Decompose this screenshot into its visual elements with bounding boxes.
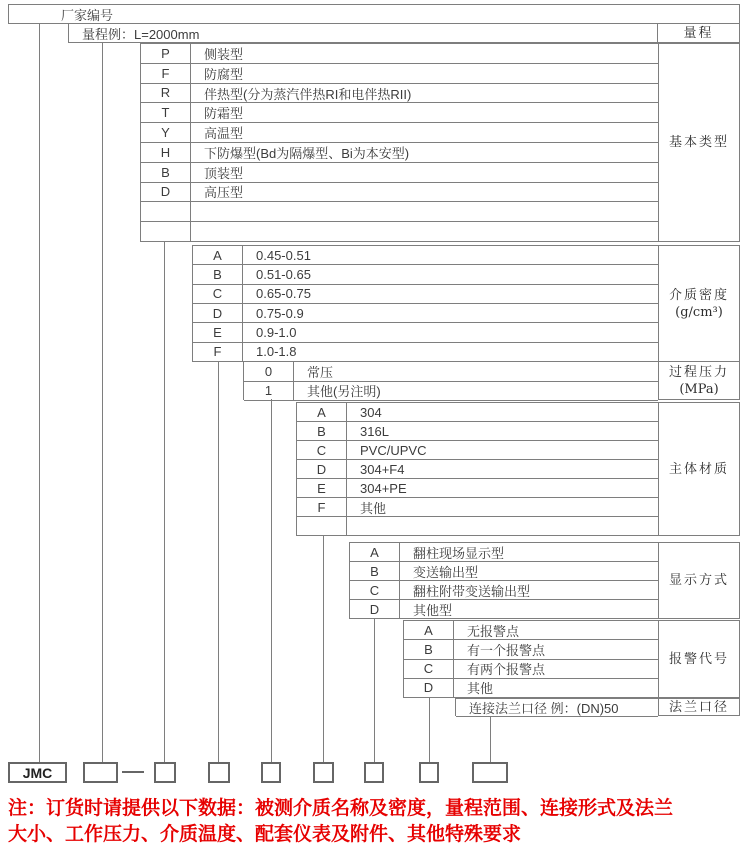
desc-cell: 304 bbox=[360, 404, 382, 420]
table-row bbox=[350, 543, 658, 562]
desc-cell bbox=[347, 517, 658, 535]
code-cell: 1 bbox=[244, 382, 294, 401]
desc-cell: 其他 bbox=[467, 681, 494, 697]
manufacturer-number-row bbox=[8, 4, 740, 24]
desc-cell: 其他(另注明) bbox=[307, 384, 381, 400]
code-cell: A bbox=[297, 403, 347, 421]
model-prefix-box bbox=[8, 762, 67, 783]
code-box bbox=[364, 762, 384, 783]
desc-cell: 304+PE bbox=[360, 480, 407, 496]
table-row bbox=[297, 460, 658, 479]
manufacturer-number-label: 厂家编号 bbox=[61, 7, 114, 23]
desc-cell bbox=[191, 222, 658, 241]
section-label: 过程压力 bbox=[668, 364, 729, 380]
table-row bbox=[350, 581, 658, 600]
table-row bbox=[141, 163, 658, 183]
code-cell bbox=[297, 517, 347, 535]
flange-label-cell bbox=[658, 698, 740, 716]
connector-line bbox=[323, 536, 324, 763]
code-cell: H bbox=[141, 143, 191, 162]
section-label: 显示方式 bbox=[668, 573, 729, 588]
desc-cell: 有一个报警点 bbox=[467, 642, 546, 658]
table-row bbox=[350, 600, 658, 619]
connector-line bbox=[218, 361, 219, 763]
desc-cell: 防霜型 bbox=[204, 106, 244, 122]
code-cell: C bbox=[350, 581, 400, 599]
code-cell: C bbox=[297, 441, 347, 459]
desc-cell: 304+F4 bbox=[360, 461, 405, 477]
table-row bbox=[456, 699, 658, 717]
table-row bbox=[141, 123, 658, 143]
pressure-rows bbox=[243, 361, 658, 400]
desc-cell: 有两个报警点 bbox=[467, 662, 546, 678]
code-cell: P bbox=[141, 44, 191, 63]
section-process-pressure bbox=[243, 361, 740, 400]
display-label-cell bbox=[658, 542, 740, 619]
table-row bbox=[141, 64, 658, 84]
code-cell: E bbox=[297, 479, 347, 497]
code-cell bbox=[141, 222, 191, 241]
code-box bbox=[419, 762, 439, 783]
code-cell: B bbox=[193, 265, 243, 283]
section-label: 基本类型 bbox=[668, 135, 729, 150]
table-row bbox=[141, 143, 658, 163]
table-row bbox=[141, 84, 658, 104]
code-box bbox=[313, 762, 334, 783]
code-cell: D bbox=[297, 460, 347, 478]
table-row bbox=[297, 441, 658, 460]
desc-cell: PVC/UPVC bbox=[360, 442, 427, 458]
section-label: 法兰口径 bbox=[668, 699, 729, 715]
range-row bbox=[68, 24, 740, 43]
table-row bbox=[350, 562, 658, 581]
code-cell: Y bbox=[141, 123, 191, 142]
desc-cell: 0.45-0.51 bbox=[256, 247, 311, 263]
section-body-material bbox=[296, 402, 740, 536]
table-row bbox=[297, 517, 658, 536]
order-note bbox=[8, 796, 748, 845]
table-row bbox=[404, 679, 658, 698]
code-cell: F bbox=[141, 64, 191, 83]
code-box bbox=[261, 762, 281, 783]
table-row bbox=[141, 222, 658, 242]
desc-cell: 翻柱现场显示型 bbox=[413, 545, 505, 561]
table-row bbox=[404, 621, 658, 640]
desc-cell: 侧装型 bbox=[204, 46, 244, 62]
desc-cell: 0.75-0.9 bbox=[256, 305, 304, 321]
table-row bbox=[193, 285, 658, 304]
code-box bbox=[208, 762, 230, 783]
model-prefix: JMC bbox=[22, 764, 53, 781]
section-label: 主体材质 bbox=[668, 461, 729, 477]
order-note-line1: 注：订货时请提供以下数据：被测介质名称及密度，量程范围、连接形式及法兰 bbox=[8, 798, 674, 819]
connector-line bbox=[374, 618, 375, 763]
code-box bbox=[154, 762, 176, 783]
desc-cell: 0.9-1.0 bbox=[256, 324, 297, 340]
range-example-text: 量程例：L=2000mm bbox=[82, 26, 200, 42]
code-cell: F bbox=[297, 498, 347, 516]
table-row bbox=[404, 660, 658, 679]
code-box bbox=[472, 762, 508, 783]
code-cell: A bbox=[404, 621, 454, 639]
code-cell: C bbox=[404, 660, 454, 678]
connector-line bbox=[102, 42, 103, 763]
section-basic-type bbox=[140, 43, 740, 242]
desc-cell: 防腐型 bbox=[204, 66, 244, 82]
flange-rows bbox=[455, 698, 658, 716]
table-row bbox=[141, 183, 658, 203]
display-rows bbox=[349, 542, 658, 619]
code-cell: D bbox=[141, 183, 191, 202]
table-row bbox=[141, 44, 658, 64]
connector-line bbox=[490, 716, 491, 763]
table-row bbox=[193, 265, 658, 284]
section-flange-size bbox=[455, 698, 740, 716]
table-row bbox=[297, 498, 658, 517]
desc-cell: 连接法兰口径 例：(DN)50 bbox=[469, 701, 619, 716]
desc-cell: 高压型 bbox=[204, 185, 244, 201]
code-cell: B bbox=[404, 640, 454, 658]
section-alarm-code bbox=[403, 620, 740, 698]
desc-cell: 0.65-0.75 bbox=[256, 286, 311, 302]
connector-line bbox=[271, 399, 272, 763]
table-row bbox=[141, 103, 658, 123]
table-row bbox=[297, 403, 658, 422]
table-row bbox=[193, 323, 658, 342]
code-cell: B bbox=[350, 562, 400, 580]
section-label: 量程 bbox=[683, 25, 714, 41]
connector-line bbox=[39, 24, 40, 762]
section-label: 介质密度 bbox=[668, 287, 729, 303]
alarm-rows bbox=[403, 620, 658, 698]
alarm-label-cell bbox=[658, 620, 740, 698]
code-cell: D bbox=[350, 600, 400, 618]
desc-cell bbox=[191, 202, 658, 221]
pressure-label-cell bbox=[658, 361, 740, 400]
order-note-line2: 大小、工作压力、介质温度、配套仪表及附件、其他特殊要求 bbox=[8, 824, 522, 845]
density-rows bbox=[192, 245, 658, 362]
table-row bbox=[193, 304, 658, 323]
table-row bbox=[404, 640, 658, 659]
section-display-mode bbox=[349, 542, 740, 619]
table-row bbox=[193, 246, 658, 265]
basic-type-label-cell bbox=[658, 43, 740, 242]
desc-cell: 无报警点 bbox=[467, 623, 520, 639]
desc-cell: 其他 bbox=[360, 500, 387, 516]
material-rows bbox=[296, 402, 658, 536]
code-box bbox=[83, 762, 118, 783]
range-label-cell bbox=[657, 24, 739, 42]
code-cell: E bbox=[193, 323, 243, 341]
desc-cell: 其他型 bbox=[413, 602, 453, 618]
code-cell: D bbox=[193, 304, 243, 322]
desc-cell: 翻柱附带变送输出型 bbox=[413, 583, 531, 599]
desc-cell: 316L bbox=[360, 423, 389, 439]
table-row bbox=[244, 362, 658, 382]
table-row bbox=[297, 479, 658, 498]
desc-cell: 1.0-1.8 bbox=[256, 344, 297, 360]
code-cell: C bbox=[193, 285, 243, 303]
code-cell: R bbox=[141, 84, 191, 103]
code-cell: T bbox=[141, 103, 191, 122]
basic-type-rows bbox=[140, 43, 658, 242]
code-cell: D bbox=[404, 679, 454, 697]
code-cell: B bbox=[141, 163, 191, 182]
dash-separator bbox=[122, 771, 144, 773]
code-cell bbox=[141, 202, 191, 221]
connector-line bbox=[164, 241, 165, 763]
connector-line bbox=[429, 697, 430, 763]
desc-cell: 伴热型(分为蒸汽伴热RI和电伴热RII) bbox=[204, 86, 412, 102]
table-row bbox=[141, 202, 658, 222]
code-cell: 0 bbox=[244, 362, 294, 381]
density-label-cell bbox=[658, 245, 740, 362]
table-row bbox=[297, 422, 658, 441]
desc-cell: 下防爆型(Bd为隔爆型、Bi为本安型) bbox=[204, 145, 410, 161]
desc-cell: 高温型 bbox=[204, 126, 244, 142]
table-row bbox=[244, 382, 658, 402]
section-label: 报警代号 bbox=[668, 651, 729, 667]
desc-cell: 常压 bbox=[307, 364, 334, 380]
section-label-unit: (g/cm³) bbox=[675, 304, 723, 320]
material-label-cell bbox=[658, 402, 740, 536]
code-cell: F bbox=[193, 343, 243, 361]
code-cell: A bbox=[193, 246, 243, 264]
desc-cell: 顶装型 bbox=[204, 165, 244, 181]
code-cell: A bbox=[350, 543, 400, 561]
table-row bbox=[193, 343, 658, 362]
code-cell: B bbox=[297, 422, 347, 440]
section-medium-density bbox=[192, 245, 740, 362]
desc-cell: 变送输出型 bbox=[413, 564, 479, 580]
desc-cell: 0.51-0.65 bbox=[256, 266, 311, 282]
section-label-unit: (MPa) bbox=[679, 381, 719, 397]
